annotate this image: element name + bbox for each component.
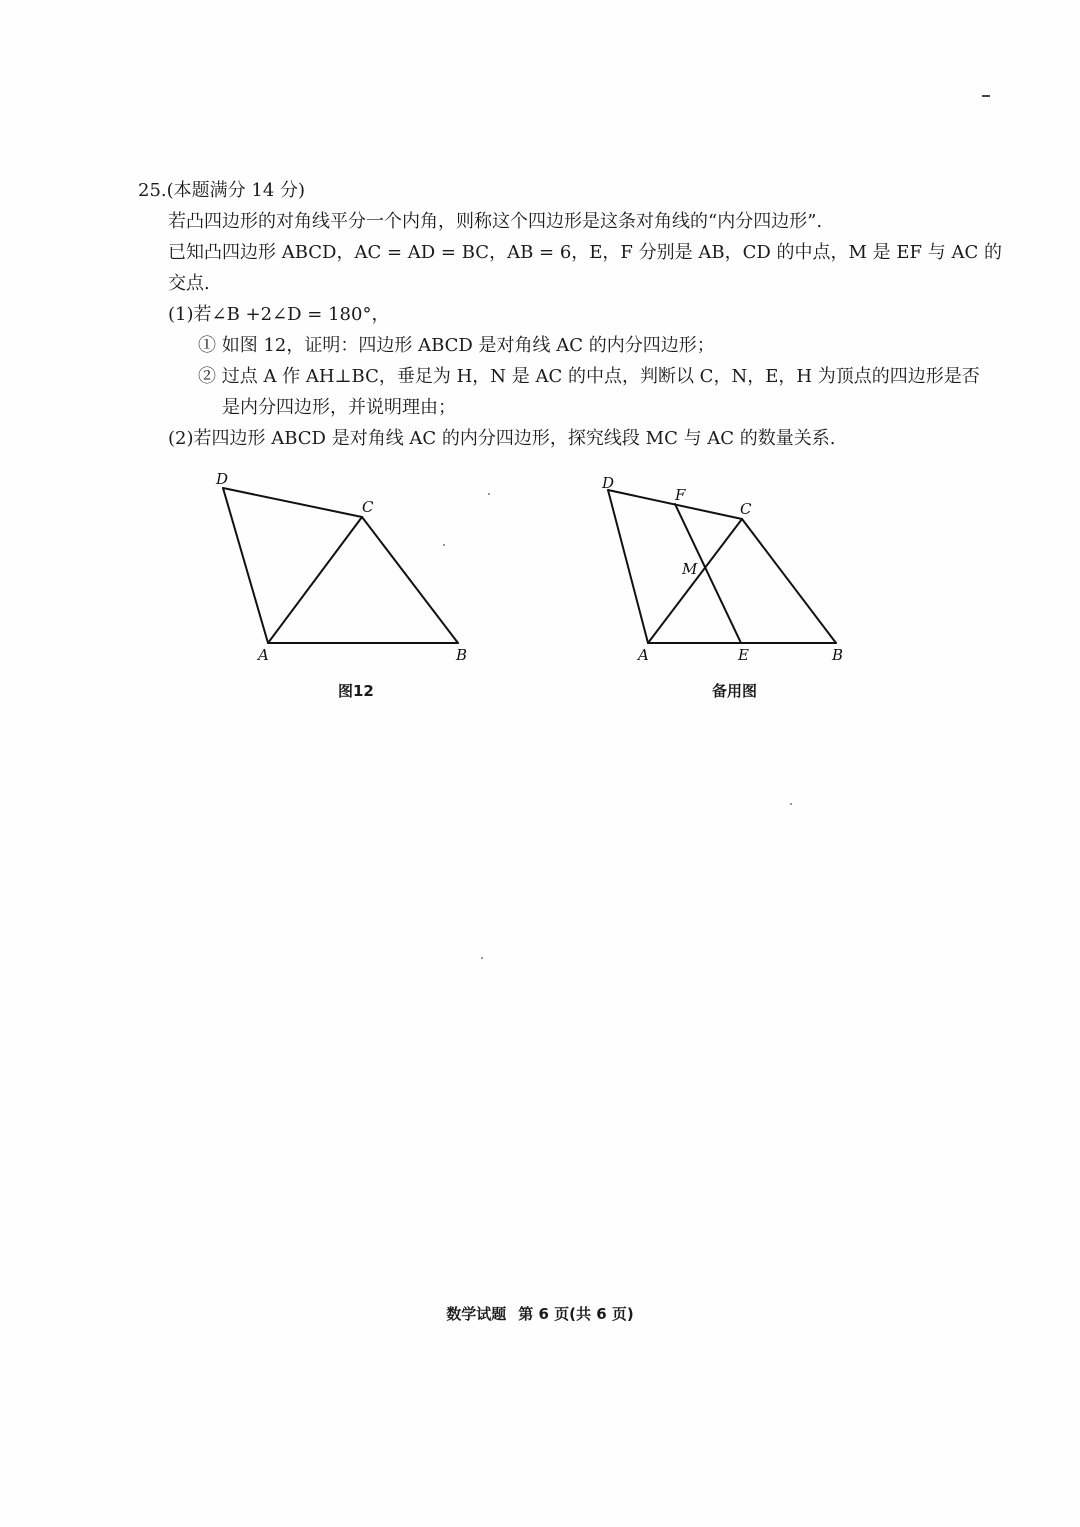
part1-item2-line2: 是内分四边形，并说明理由； (222, 397, 456, 418)
figure-12-diagram (200, 462, 500, 672)
scan-speck (488, 493, 490, 495)
definition-text: 若凸四边形的对角线平分一个内角，则称这个四边形是这条对角线的“内分四边形”. (168, 211, 823, 232)
scan-speck (790, 803, 792, 805)
label-F: F (675, 486, 686, 504)
figure-12-caption: 图12 (338, 682, 374, 700)
segment-CB (742, 519, 836, 643)
label-D: D (216, 470, 229, 488)
given-text-line2: 交点. (168, 273, 210, 294)
part1-item1: ① 如图 12，证明：四边形 ABCD 是对角线 AC 的内分四边形； (198, 335, 715, 356)
footer-page: 第 6 页(共 6 页) (518, 1305, 634, 1323)
scan-mark (982, 95, 990, 97)
segment-AC (648, 519, 742, 643)
label-C: C (740, 500, 752, 518)
part1-item2-line1: ② 过点 A 作 AH⊥BC，垂足为 H，N 是 AC 的中点，判断以 C，N，E，H 为顶点的四边形是否 (198, 366, 980, 387)
figure-spare-diagram (590, 462, 860, 672)
label-D: D (602, 474, 615, 492)
figure-spare (590, 462, 860, 672)
question-header (138, 175, 938, 206)
segment-DC (223, 488, 362, 517)
part1-condition: (1)若∠B +2∠D = 180°， (168, 304, 390, 325)
label-A: A (638, 646, 649, 664)
label-B: B (832, 646, 844, 664)
label-E: E (738, 646, 749, 664)
footer-subject: 数学试题 (446, 1305, 507, 1323)
segment-DA (223, 488, 268, 643)
label-C: C (362, 498, 374, 516)
segment-CB (362, 517, 458, 643)
figure-spare-caption: 备用图 (712, 682, 758, 700)
question-25 (138, 175, 1002, 454)
label-B: B (456, 646, 468, 664)
part2-text: (2)若四边形 ABCD 是对角线 AC 的内分四边形，探究线段 MC 与 AC 的数量关系. (168, 428, 836, 449)
scan-speck (443, 544, 445, 546)
question-number: 25. (138, 180, 167, 201)
label-M: M (682, 560, 698, 578)
segment-AC (268, 517, 362, 643)
label-A: A (258, 646, 269, 664)
given-text-line1: 已知凸四边形 ABCD，AC = AD = BC，AB = 6，E，F 分别是 AB，CD 的中点，M 是 EF 与 AC 的 (168, 242, 1002, 263)
figure-12 (200, 462, 500, 672)
scan-speck (481, 957, 483, 959)
page-footer (0, 1303, 1080, 1324)
segment-DA (608, 490, 648, 643)
question-score: (本题满分 14 分) (166, 180, 306, 201)
